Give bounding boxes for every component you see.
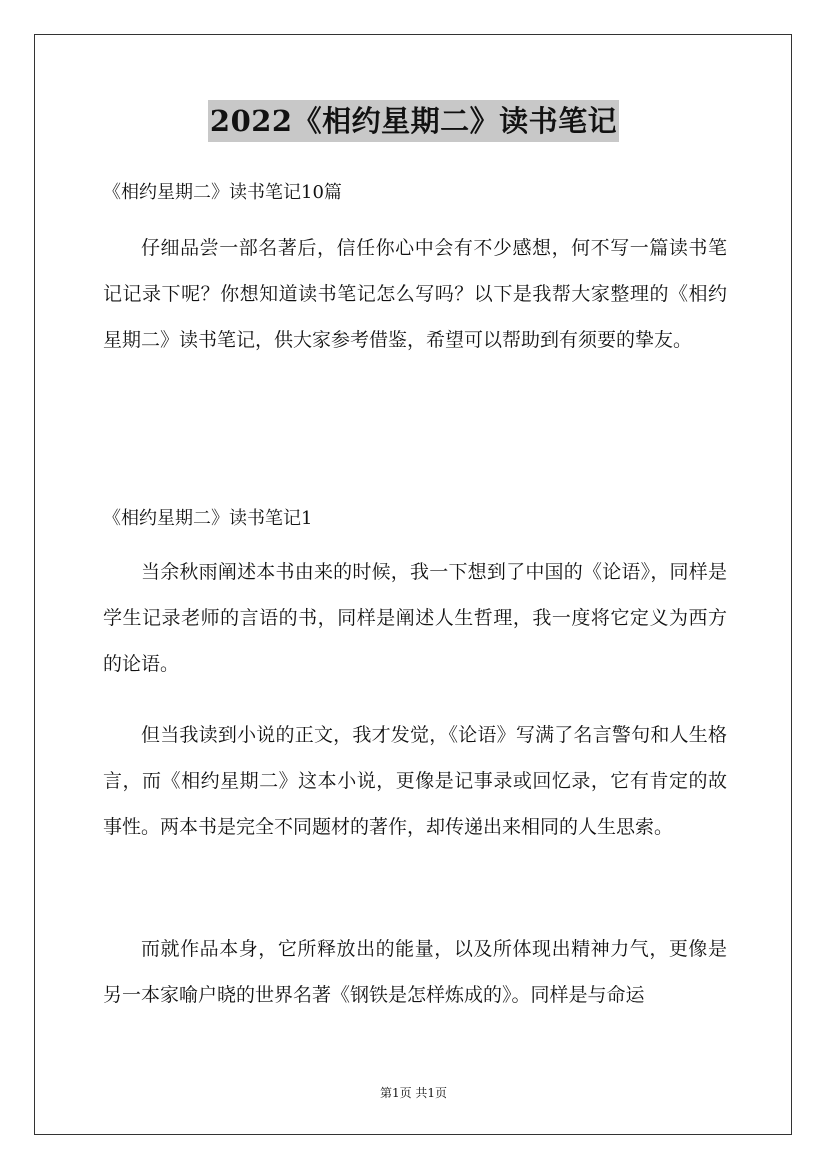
title-container <box>0 100 827 142</box>
page-footer: 第1页 共1页 <box>379 1086 448 1100</box>
intro-paragraph: 仔细品尝一部名著后，信任你心中会有不少感想，何不写一篇读书笔记记录下呢？你想知道读书笔记怎么写吗？以下是我帮大家整理的《相约星期二》读书笔记，供大家参考借鉴，希望可以帮助到有须要的挚友。 <box>103 237 727 351</box>
body-paragraph: 而就作品本身，它所释放出的能量，以及所体现出精神力气，更像是另一本家喻户晓的世界名著《钢铁是怎样炼成的》。同样是与命运 <box>103 938 727 1006</box>
document-subtitle: 《相约星期二》读书笔记10篇 <box>103 182 342 203</box>
section-heading: 《相约星期二》读书笔记1 <box>103 508 313 529</box>
body-paragraph: 当余秋雨阐述本书由来的时候，我一下想到了中国的《论语》，同样是学生记录老师的言语的书，同样是阐述人生哲理，我一度将它定义为西方的论语。 <box>103 561 727 675</box>
body-paragraph: 但当我读到小说的正文，我才发觉，《论语》写满了名言警句和人生格言，而《相约星期二》这本小说，更像是记事录或回忆录，它有肯定的故事性。两本书是完全不同题材的著作，却传递出来相同的人生思索。 <box>103 724 727 838</box>
document-title: 2022《相约星期二》读书笔记 <box>208 100 619 142</box>
